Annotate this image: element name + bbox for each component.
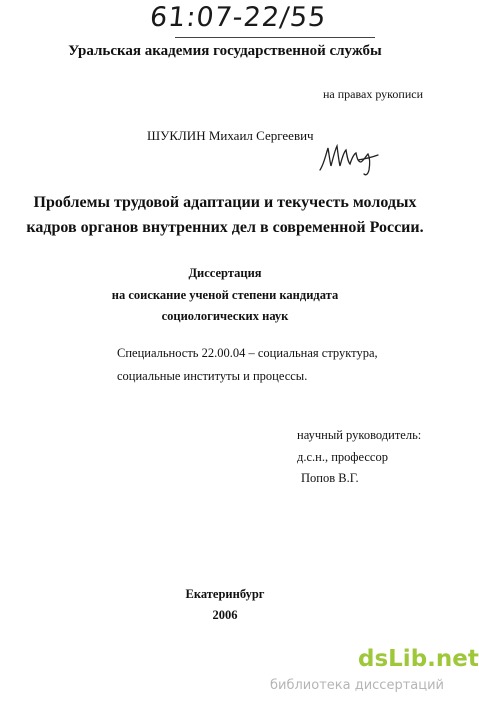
document-type: Диссертация xyxy=(188,266,262,280)
degree-line-1: на соискание ученой степени кандидата xyxy=(111,288,339,302)
specialty-line-1: Специальность 22.00.04 – социальная структура, xyxy=(117,346,378,360)
watermark-logo: dsLib.net xyxy=(358,646,479,672)
author-name: ШУКЛИН Михаил Сергеевич xyxy=(147,128,314,143)
stamp-underline xyxy=(175,37,375,38)
city: Екатеринбург xyxy=(185,587,265,601)
watermark xyxy=(268,645,479,703)
supervisor-label: научный руководитель: xyxy=(297,428,422,442)
organization-name: Уральская академия государственной службы xyxy=(68,43,382,59)
author-signature xyxy=(318,140,380,178)
archive-stamp: 61:07-22/55 xyxy=(148,2,329,33)
degree-line-2: социологических наук xyxy=(161,309,289,323)
dissertation-title-line-2: кадров органов внутренних дел в современной России. xyxy=(26,219,424,236)
specialty-line-2: социальные институты и процессы. xyxy=(117,369,308,383)
supervisor-degree: д.с.н., профессор xyxy=(297,450,388,464)
manuscript-note: на правах рукописи xyxy=(323,87,423,101)
watermark-subtitle: библиотека диссертаций xyxy=(270,678,444,693)
supervisor-name: Попов В.Г. xyxy=(301,471,359,485)
year: 2006 xyxy=(212,608,238,622)
dissertation-title-line-1: Проблемы трудовой адаптации и текучесть молодых xyxy=(33,194,417,211)
